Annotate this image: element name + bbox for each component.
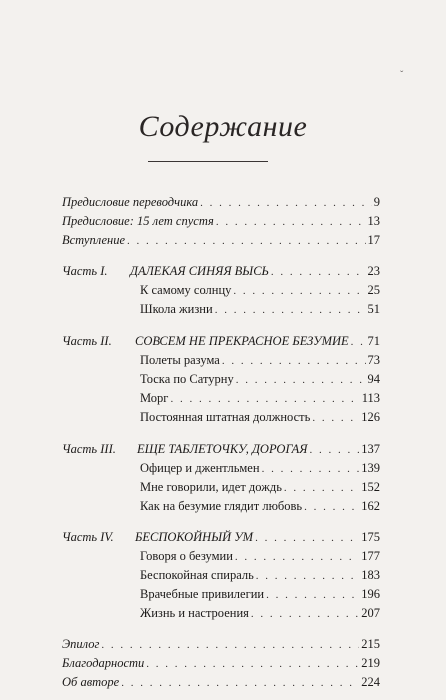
leader-dots [266, 586, 359, 604]
corner-mark: ˇ [400, 70, 404, 81]
part-title: ДАЛЕКАЯ СИНЯЯ ВЫСЬ [130, 264, 269, 278]
toc-part-1 [130, 262, 380, 280]
toc-chapter [140, 408, 380, 426]
leader-dots [271, 263, 366, 281]
leader-dots [312, 409, 359, 427]
toc-entry-back-3 [62, 673, 380, 691]
chapter-title: Полеты разума [140, 353, 220, 367]
toc-entry-page: 113 [361, 391, 380, 405]
toc-entry-page: 152 [361, 480, 380, 494]
leader-dots [262, 460, 360, 478]
toc-entry-label: Благодарности [62, 656, 145, 670]
toc-part-4 [135, 528, 380, 546]
toc-entry-label: Предисловие: 15 лет спустя [62, 214, 214, 228]
toc-entry-back-2 [62, 654, 380, 672]
chapter-title: Жизнь и настроения [140, 606, 249, 620]
leader-dots [216, 213, 366, 231]
toc-chapter [140, 281, 380, 299]
toc-entry-page: 13 [367, 214, 380, 228]
toc-entry-label: Вступление [62, 233, 126, 247]
leader-dots [121, 674, 359, 692]
leader-dots [233, 282, 365, 300]
toc-entry-page: 71 [367, 334, 380, 348]
toc-chapter [140, 566, 380, 584]
toc-chapter [140, 300, 380, 318]
part-title: СОВСЕМ НЕ ПРЕКРАСНОЕ БЕЗУМИЕ [135, 334, 349, 348]
chapter-title: Врачебные привилегии [140, 587, 265, 601]
toc-entry-back-1 [62, 635, 380, 653]
leader-dots [255, 529, 359, 547]
part-number: Часть IV. [62, 530, 114, 544]
part-number: Часть I. [62, 264, 108, 278]
chapter-title: Офицер и джентльмен [140, 461, 260, 475]
toc-entry-label: Эпилог [62, 637, 100, 651]
toc-entry-label: Об авторе [62, 675, 120, 689]
leader-dots [251, 605, 359, 623]
leader-dots [351, 333, 366, 351]
leader-dots [170, 390, 359, 408]
toc-entry-page: 94 [367, 372, 380, 386]
leader-dots [304, 498, 359, 516]
toc-entry-page: 23 [367, 264, 380, 278]
toc-entry-page: 162 [361, 499, 380, 513]
toc-entry-page: 139 [361, 461, 380, 475]
page-title: Содержание [138, 110, 308, 143]
part-number: Часть III. [62, 442, 116, 456]
toc-part-2 [135, 332, 380, 350]
leader-dots [222, 352, 366, 370]
leader-dots [256, 567, 359, 585]
toc-chapter [140, 547, 380, 565]
leader-dots [127, 232, 365, 250]
part-title: БЕСПОКОЙНЫЙ УМ [135, 530, 254, 544]
toc-entry-page: 9 [373, 195, 380, 209]
toc-entry-label: Предисловие переводчика [62, 195, 199, 209]
toc-chapter [140, 585, 380, 603]
part-number: Часть II. [62, 334, 112, 348]
chapter-title: Постоянная штатная должность [140, 410, 311, 424]
toc-chapter [140, 478, 380, 496]
leader-dots [235, 548, 359, 566]
toc-chapter [140, 389, 380, 407]
toc-entry-page: 215 [361, 637, 380, 651]
leader-dots [146, 655, 359, 673]
leader-dots [215, 301, 366, 319]
chapter-title: Беспокойная спираль [140, 568, 254, 582]
title-divider [148, 161, 268, 162]
toc-chapter [140, 351, 380, 369]
chapter-title: К самому солнцу [140, 283, 232, 297]
toc-entry-page: 175 [361, 530, 380, 544]
toc-entry-page: 183 [361, 568, 380, 582]
leader-dots [236, 371, 366, 389]
toc-part-3 [137, 440, 380, 458]
toc-entry-page: 196 [361, 587, 380, 601]
toc-chapter [140, 459, 380, 477]
part-title: ЕЩЕ ТАБЛЕТОЧКУ, ДОРОГАЯ [137, 442, 308, 456]
toc-entry-page: 73 [367, 353, 380, 367]
leader-dots [200, 194, 372, 212]
leader-dots [309, 441, 359, 459]
toc-entry-page: 224 [361, 675, 380, 689]
toc-entry-page: 51 [367, 302, 380, 316]
chapter-title: Как на безумие глядит любовь [140, 499, 303, 513]
toc-chapter [140, 604, 380, 622]
leader-dots [284, 479, 359, 497]
chapter-title: Школа жизни [140, 302, 213, 316]
toc-entry-page: 137 [361, 442, 380, 456]
chapter-title: Мне говорили, идет дождь [140, 480, 282, 494]
toc-entry-front-1 [62, 193, 380, 211]
toc-chapter [140, 497, 380, 515]
toc-entry-page: 126 [361, 410, 380, 424]
toc-entry-page: 207 [361, 606, 380, 620]
chapter-title: Говоря о безумии [140, 549, 233, 563]
toc-chapter [140, 370, 380, 388]
chapter-title: Тоска по Сатурну [140, 372, 234, 386]
leader-dots [101, 636, 359, 654]
toc-entry-page: 219 [361, 656, 380, 670]
toc-entry-page: 17 [367, 233, 380, 247]
toc-entry-front-3 [62, 231, 380, 249]
chapter-title: Морг [140, 391, 169, 405]
toc-entry-page: 177 [361, 549, 380, 563]
toc-entry-front-2 [62, 212, 380, 230]
toc-entry-page: 25 [367, 283, 380, 297]
